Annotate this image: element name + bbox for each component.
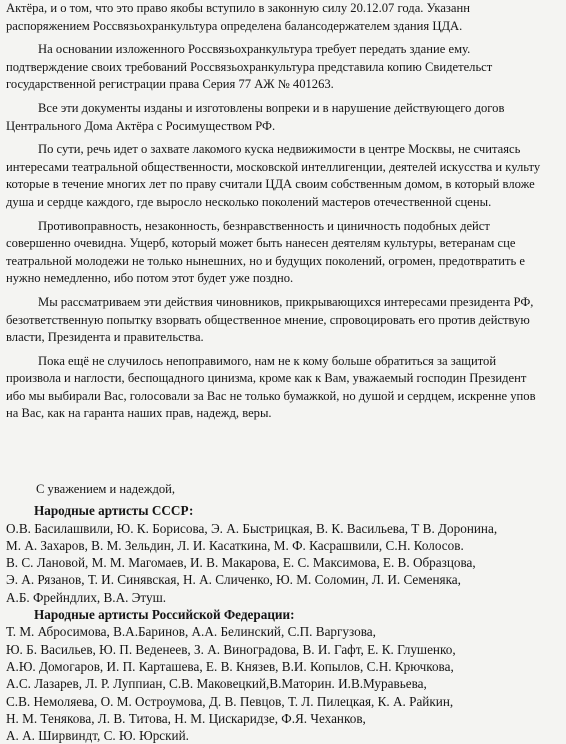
paragraph-line: Мы рассматриваем эти действия чиновников, прикрывающихся интересами президента РФ, xyxy=(38,294,534,309)
letter-paragraph xyxy=(6,353,566,423)
paragraph-line: Центрального Дома Актёра с Росимуществом РФ. xyxy=(6,118,276,133)
signatory-line: А. А. Ширвиндт, С. Ю. Юрский. xyxy=(6,728,189,744)
letter-body xyxy=(6,0,566,429)
letter-paragraph xyxy=(6,41,566,94)
paragraph-line: распоряжением Россвязьохранкультура определена балансодержателем здания ЦДА. xyxy=(6,18,463,33)
paragraph-line: По сути, речь идет о захвате лакомого куска недвижимости в центре Москвы, не считаясь xyxy=(38,142,521,157)
letter-paragraph xyxy=(6,218,566,288)
paragraph-line: нужно немедленно, ибо потом этот будет уже поздно. xyxy=(6,271,294,286)
signatory-line: О.В. Басилашвили, Ю. К. Борисова, Э. А. Быстрицкая, В. К. Васильева, Т В. Доронина, xyxy=(6,520,498,536)
paragraph-line: душа и сердце каждого, где выросло несколько поколений мастеров отечественной сцены. xyxy=(6,194,492,209)
signatory-line: Т. М. Абросимова, В.А.Баринов, А.А. Белинский, С.П. Варгузова, xyxy=(6,624,376,640)
letter-paragraph xyxy=(6,100,566,135)
paragraph-line: Актёра, и о том, что это право якобы вступило в законную силу 20.12.07 года. Указанн xyxy=(6,1,470,15)
paragraph-line: Противоправность, незаконность, безнравственность и циничность подобных дейст xyxy=(38,218,490,233)
paragraph-line: на Вас, как на гаранта наших прав, надежд, веры. xyxy=(6,406,272,421)
signatory-line: А.Б. Фрейндлих, В.А. Этуш. xyxy=(6,589,167,605)
ussr-artists-heading: Народные артисты СССР: xyxy=(34,503,194,519)
paragraph-line: интересами театральной общественности, московской интеллигенции, деятелей искусства и культу xyxy=(6,159,541,174)
signatory-line: А.С. Лазарев, Л. Р. Луппиан, С.В. Маковецкий,В.Маторин. И.В.Муравьева, xyxy=(6,676,427,692)
paragraph-line: безответственную попытку взорвать общественное мнение, спровоцировать его против действую xyxy=(6,312,530,327)
paragraph-line: которые в течение многих лет по праву считали ЦДА своим собственным домом, в который вложе xyxy=(6,177,535,192)
signatory-line: М. А. Захаров, В. М. Зельдин, Л. И. Касаткина, М. Ф. Касрашвили, С.Н. Колосов. xyxy=(6,537,464,553)
signatory-line: Ю. Б. Васильев, Ю. П. Веденеев, З. А. Виноградова, В. И. Гафт, Е. К. Глушенко, xyxy=(6,641,456,657)
paragraph-line: Пока ещё не случилось непоправимого, нам не к кому больше обратиться за защитой xyxy=(38,353,497,368)
paragraph-line: На основании изложенного Россвязьохранкультура требует передать здание ему. xyxy=(38,42,471,57)
paragraph-line: Все эти документы изданы и изготовлены вопреки и в нарушение действующего догов xyxy=(38,100,505,115)
rf-artists-heading: Народные артисты Российской Федерации: xyxy=(34,607,295,623)
paragraph-line: театральной молодежи не только нынешних, но и будущих поколений, огромен, предотвратить е xyxy=(6,253,525,268)
letter-paragraph xyxy=(6,294,566,347)
paragraph-line: государственной регистрации права Серия 77 АЖ № 401263. xyxy=(6,77,334,92)
paragraph-line: подтверждение своих требований Россвязьохранкультура представила копию Свидетельст xyxy=(6,59,493,74)
letter-paragraph xyxy=(6,141,566,211)
signatory-line: С.В. Немоляева, О. М. Остроумова, Д. В. Певцов, Т. Л. Пилецкая, К. А. Райкин, xyxy=(6,693,454,709)
paragraph-line: произвола и наглости, беспощадного цинизма, кроме как к Вам, уважаемый господин Президент xyxy=(6,371,527,386)
closing-line: С уважением и надеждой, xyxy=(36,482,176,496)
signatory-line: А.Ю. Домогаров, И. П. Карташева, Е. В. Князев, В.И. Копылов, С.Н. Крючкова, xyxy=(6,658,454,674)
signatures-block xyxy=(6,481,546,744)
ussr-artists-list xyxy=(6,520,546,606)
letter-paragraph xyxy=(6,0,566,35)
signatory-line: Э. А. Рязанов, Т. И. Синявская, Н. А. Сличенко, Ю. М. Соломин, Л. И. Семеняка, xyxy=(6,572,461,588)
signatory-line: Н. М. Тенякова, Л. В. Титова, Н. М. Цискаридзе, Ф.Я. Чеханков, xyxy=(6,710,366,726)
paragraph-line: ибо мы выбирали Вас, голосовали за Вас не только бумажкой, но душой и сердцем, искренне упов xyxy=(6,388,536,403)
paragraph-line: власти, Президента и правительства. xyxy=(6,330,204,345)
paragraph-line: совершенно очевидна. Ущерб, который может быть нанесен деятелям культуры, ветеранам сце xyxy=(6,236,516,251)
rf-artists-list xyxy=(6,623,546,744)
signatory-line: В. С. Лановой, М. М. Магомаев, И. В. Макарова, Е. С. Максимова, Е. В. Образцова, xyxy=(6,555,476,571)
